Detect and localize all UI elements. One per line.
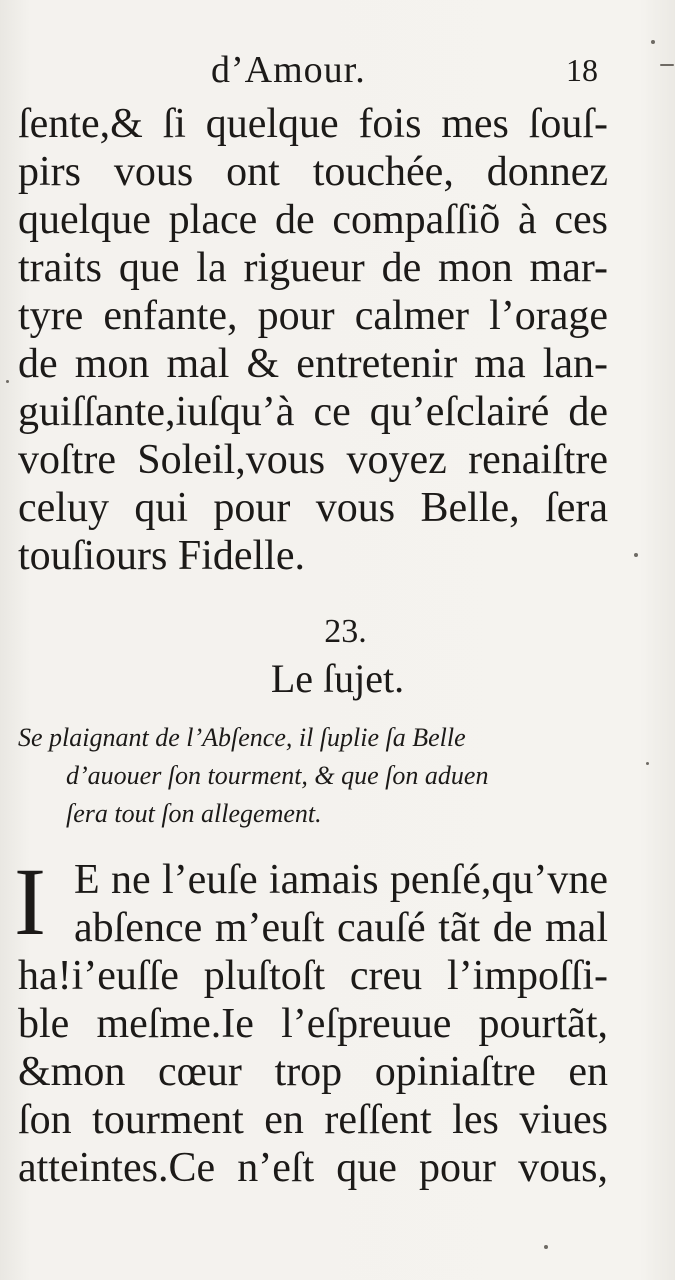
text-line: traits que la rigueur de mon mar- [18, 245, 608, 291]
page-speck [634, 553, 638, 557]
text-line: ſente,& ſi quelque fois mes ſouſ- [18, 101, 608, 147]
page-speck [6, 380, 9, 383]
section-number: 23. [324, 613, 367, 650]
text-line: &mon cœur trop opiniaſtre en [18, 1049, 608, 1095]
text-line: ſon tourment en reſſent les viues [18, 1097, 608, 1143]
text-line: de mon mal & entretenir ma lan- [18, 341, 608, 387]
page-speck [651, 40, 655, 44]
text-line: guiſſante,iuſqu’à ce qu’eſclairé de [18, 389, 608, 435]
page-speck [646, 762, 649, 765]
text-line: touſiours Fidelle. [18, 533, 305, 579]
page-speck [544, 1245, 548, 1249]
running-title: d’Amour. [211, 49, 366, 91]
argument-line: d’auouer ſon tourment, & que ſon aduen [66, 761, 489, 790]
text-line: ha!i’euſſe pluſtoſt creu l’impoſſi- [18, 953, 608, 999]
page-header [0, 48, 675, 96]
text-line: atteintes.Ce n’eſt que pour vous, [18, 1145, 608, 1191]
section-title: Le ſujet. [270, 656, 405, 701]
text-line: tyre enfante, pour calmer l’orage [18, 293, 608, 339]
text-line: abſence m’euſt cauſé tãt de mal [74, 905, 608, 951]
argument-line: Se plaignant de l’Abſence, il ſuplie ſa Belle [18, 723, 466, 752]
text-line: voſtre Soleil,vous voyez renaiſtre [18, 437, 608, 483]
drop-cap: I [14, 848, 46, 955]
text-line: E ne l’euſe iamais penſé,qu’vne [74, 857, 608, 903]
argument-line: ſera tout ſon allegement. [66, 799, 322, 828]
text-line: pirs vous ont touchée, donnez [18, 149, 608, 195]
text-line: celuy qui pour vous Belle, ſera [18, 485, 608, 531]
text-line: quelque place de compaſſiõ à ces [18, 197, 608, 243]
page-number: 18 [566, 52, 598, 88]
text-line: ble meſme.Ie l’eſpreuue pourtãt, [18, 1001, 608, 1047]
